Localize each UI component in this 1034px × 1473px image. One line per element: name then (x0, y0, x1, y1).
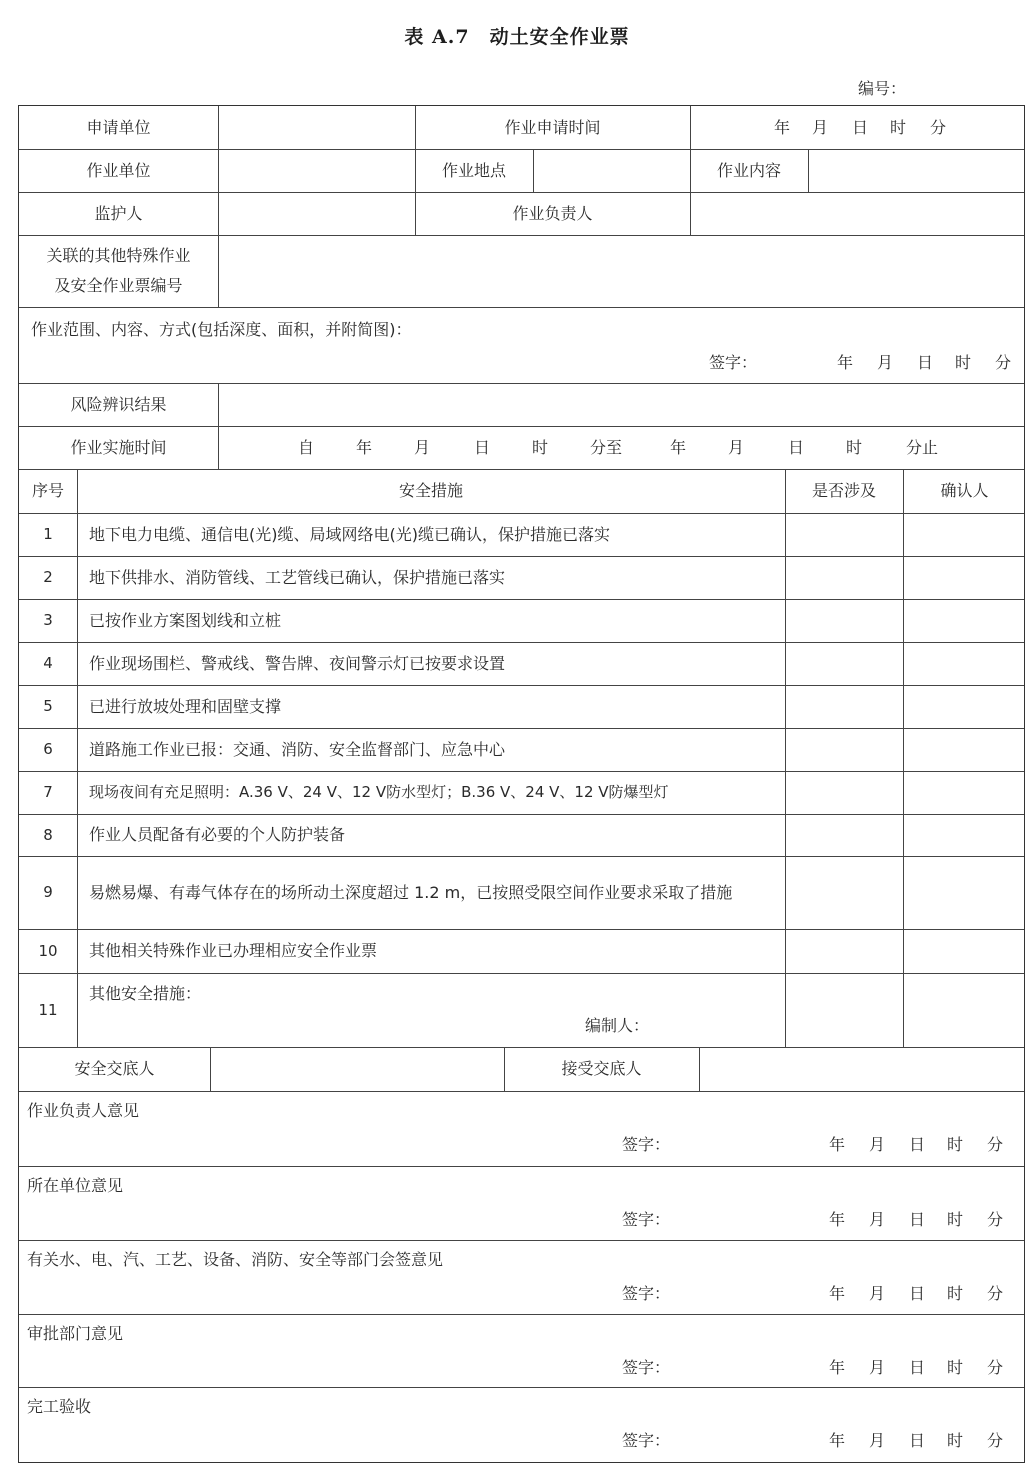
row-no: 5 (43, 697, 53, 716)
risk-label: 风险辨识结果 (70, 394, 167, 414)
row-measure-text: 道路施工作业已报：交通、消防、安全监督部门、应急中心 (89, 739, 506, 759)
opinion-label: 有关水、电、汽、工艺、设备、消防、安全等部门会签意见 (27, 1250, 444, 1269)
risk-field[interactable] (218, 383, 1026, 426)
applicant-unit-field[interactable] (218, 106, 415, 149)
guardian-label: 监护人 (94, 203, 143, 223)
col-header-confirmer: 确认人 (940, 481, 989, 500)
form-title: 表 A.7 动土安全作业票 (404, 26, 630, 48)
row-involved-field[interactable] (785, 929, 903, 973)
year-label: 年 (774, 117, 791, 137)
scope-label: 作业范围、内容、方式(包括深度、面积，并附简图)： (31, 320, 412, 339)
related-work-field[interactable] (218, 235, 1026, 307)
row-measure-text: 作业现场围栏、警戒线、警告牌、夜间警示灯已按要求设置 (89, 653, 506, 673)
period-field[interactable] (218, 426, 1026, 469)
row-involved-field[interactable] (785, 856, 903, 929)
col-header-involved: 是否涉及 (811, 481, 876, 500)
col-header-no: 序号 (31, 481, 64, 500)
row-confirmer-field[interactable] (903, 973, 1026, 1047)
period-hour-start: 时 (532, 437, 549, 457)
period-month-end: 月 (728, 437, 745, 457)
row-no: 4 (43, 654, 53, 673)
row-measure-text: 易燃易爆、有毒气体存在的场所动土深度超过 1.2 m，已按照受限空间作业要求采取了措施 (89, 882, 733, 902)
responsible-field[interactable] (690, 192, 1026, 235)
row-confirmer-field[interactable] (903, 929, 1026, 973)
row-involved-field[interactable] (785, 685, 903, 728)
opinion-label: 作业负责人意见 (27, 1101, 140, 1120)
opinion-unit[interactable] (19, 1166, 1026, 1240)
opinion-month-label: 月 (869, 1210, 886, 1229)
serial-number-label: 编号： (857, 79, 906, 98)
opinion-approval[interactable] (19, 1314, 1026, 1387)
opinion-minute-label: 分 (987, 1431, 1004, 1450)
opinion-hour-label: 时 (947, 1431, 964, 1450)
row-involved-field[interactable] (785, 556, 903, 599)
opinion-sign-label: 签字： (622, 1135, 671, 1154)
opinion-hour-label: 时 (947, 1135, 964, 1154)
scope-day-label: 日 (917, 353, 934, 372)
opinion-completion[interactable] (19, 1387, 1026, 1462)
opinion-hour-label: 时 (947, 1210, 964, 1229)
period-label: 作业实施时间 (70, 437, 167, 457)
apply-time-label: 作业申请时间 (504, 117, 601, 137)
scope-minute-label: 分 (995, 353, 1012, 372)
work-content-field[interactable] (808, 149, 1026, 192)
safety-briefer-field[interactable] (210, 1047, 504, 1091)
row-no: 2 (43, 568, 53, 587)
applicant-unit-label: 申请单位 (86, 117, 151, 137)
period-year-end: 年 (670, 437, 687, 457)
day-label: 日 (852, 117, 869, 137)
opinion-minute-label: 分 (987, 1210, 1004, 1229)
row-involved-field[interactable] (785, 973, 903, 1047)
safety-briefer-label: 安全交底人 (74, 1059, 155, 1078)
row-confirmer-field[interactable] (903, 513, 1026, 556)
period-minute-end: 分止 (906, 437, 939, 457)
scope-hour-label: 时 (955, 353, 972, 372)
row-no: 3 (43, 611, 53, 630)
opinion-year-label: 年 (829, 1358, 846, 1377)
row-measure-text: 已按作业方案图划线和立桩 (89, 610, 282, 630)
opinion-month-label: 月 (869, 1284, 886, 1303)
row-measure-text: 地下供排水、消防管线、工艺管线已确认，保护措施已落实 (89, 567, 506, 587)
row-confirmer-field[interactable] (903, 642, 1026, 685)
hour-label: 时 (890, 117, 907, 137)
scope-year-label: 年 (837, 353, 854, 372)
related-work-label-line2: 及安全作业票编号 (54, 276, 183, 295)
row-measure-text: 其他相关特殊作业已办理相应安全作业票 (89, 941, 378, 960)
opinion-departments[interactable] (19, 1240, 1026, 1314)
opinion-day-label: 日 (909, 1135, 926, 1154)
opinion-month-label: 月 (869, 1358, 886, 1377)
period-minute-to: 分至 (590, 437, 623, 457)
briefing-receiver-field[interactable] (699, 1047, 1026, 1091)
work-content-label: 作业内容 (716, 160, 781, 180)
period-day-start: 日 (474, 437, 491, 457)
row-confirmer-field[interactable] (903, 856, 1026, 929)
related-work-label (19, 235, 218, 307)
apply-time-field[interactable] (690, 106, 1026, 149)
row-measure-text: 已进行放坡处理和固壁支撑 (89, 696, 282, 716)
row-no: 9 (43, 883, 53, 902)
col-header-measure: 安全措施 (398, 481, 463, 500)
scope-month-label: 月 (877, 353, 894, 372)
row-involved-field[interactable] (785, 771, 903, 814)
row-no: 1 (43, 525, 53, 544)
period-month-start: 月 (414, 437, 431, 457)
briefing-receiver-label: 接受交底人 (561, 1059, 642, 1078)
period-year-start: 年 (356, 437, 373, 457)
row-no: 11 (38, 1000, 58, 1019)
opinion-day-label: 日 (909, 1210, 926, 1229)
scope-sign-label: 签字： (709, 353, 758, 372)
opinion-hour-label: 时 (947, 1284, 964, 1303)
responsible-label: 作业负责人 (512, 203, 593, 223)
related-work-label-line1: 关联的其他特殊作业 (46, 245, 191, 265)
minute-label: 分 (930, 117, 947, 137)
row-no: 8 (43, 825, 53, 844)
opinion-responsible[interactable] (19, 1091, 1026, 1166)
row-involved-field[interactable] (785, 814, 903, 856)
row-no: 6 (43, 740, 53, 759)
opinion-hour-label: 时 (947, 1358, 964, 1377)
row-confirmer-field[interactable] (903, 728, 1026, 771)
compiler-label: 编制人： (585, 1016, 650, 1035)
row-measure-text: 地下电力电缆、通信电(光)缆、局域网络电(光)缆已确认，保护措施已落实 (89, 524, 610, 544)
row-confirmer-field[interactable] (903, 685, 1026, 728)
guardian-field[interactable] (218, 192, 415, 235)
period-from: 自 (298, 437, 315, 457)
row-measure-text: 其他安全措施： (89, 984, 202, 1003)
work-unit-label: 作业单位 (86, 160, 151, 180)
row-confirmer-field[interactable] (903, 556, 1026, 599)
opinion-year-label: 年 (829, 1284, 846, 1303)
row-confirmer-field[interactable] (903, 599, 1026, 642)
row-involved-field[interactable] (785, 728, 903, 771)
opinion-sign-label: 签字： (622, 1358, 671, 1377)
opinion-year-label: 年 (829, 1210, 846, 1229)
row-involved-field[interactable] (785, 642, 903, 685)
row-no: 7 (43, 783, 53, 802)
scope-field[interactable] (19, 307, 1026, 383)
opinion-day-label: 日 (909, 1431, 926, 1450)
opinion-label: 所在单位意见 (27, 1176, 124, 1195)
opinion-minute-label: 分 (987, 1135, 1004, 1154)
period-hour-end: 时 (846, 437, 863, 457)
opinion-sign-label: 签字： (622, 1210, 671, 1229)
period-day-end: 日 (788, 437, 805, 457)
opinion-sign-label: 签字： (622, 1431, 671, 1450)
opinion-year-label: 年 (829, 1135, 846, 1154)
permit-form (18, 105, 1025, 1463)
opinion-label: 完工验收 (27, 1397, 92, 1416)
work-unit-field[interactable] (218, 149, 415, 192)
row-measure-text: 现场夜间有充足照明：A.36 V、24 V、12 V防水型灯；B.36 V、24 V、12 V防爆型灯 (89, 783, 669, 802)
opinion-month-label: 月 (869, 1431, 886, 1450)
opinion-month-label: 月 (869, 1135, 886, 1154)
row-involved-field[interactable] (785, 599, 903, 642)
opinion-minute-label: 分 (987, 1358, 1004, 1377)
row-confirmer-field[interactable] (903, 771, 1026, 814)
row-no: 10 (38, 941, 58, 960)
work-location-field[interactable] (533, 149, 690, 192)
opinion-sign-label: 签字： (622, 1284, 671, 1303)
work-location-label: 作业地点 (441, 160, 506, 180)
opinion-day-label: 日 (909, 1284, 926, 1303)
opinion-label: 审批部门意见 (27, 1324, 124, 1343)
opinion-day-label: 日 (909, 1358, 926, 1377)
opinion-minute-label: 分 (987, 1284, 1004, 1303)
row-measure-text: 作业人员配备有必要的个人防护装备 (89, 825, 346, 844)
month-label: 月 (812, 117, 829, 137)
row-confirmer-field[interactable] (903, 814, 1026, 856)
opinion-year-label: 年 (829, 1431, 846, 1450)
row-involved-field[interactable] (785, 513, 903, 556)
